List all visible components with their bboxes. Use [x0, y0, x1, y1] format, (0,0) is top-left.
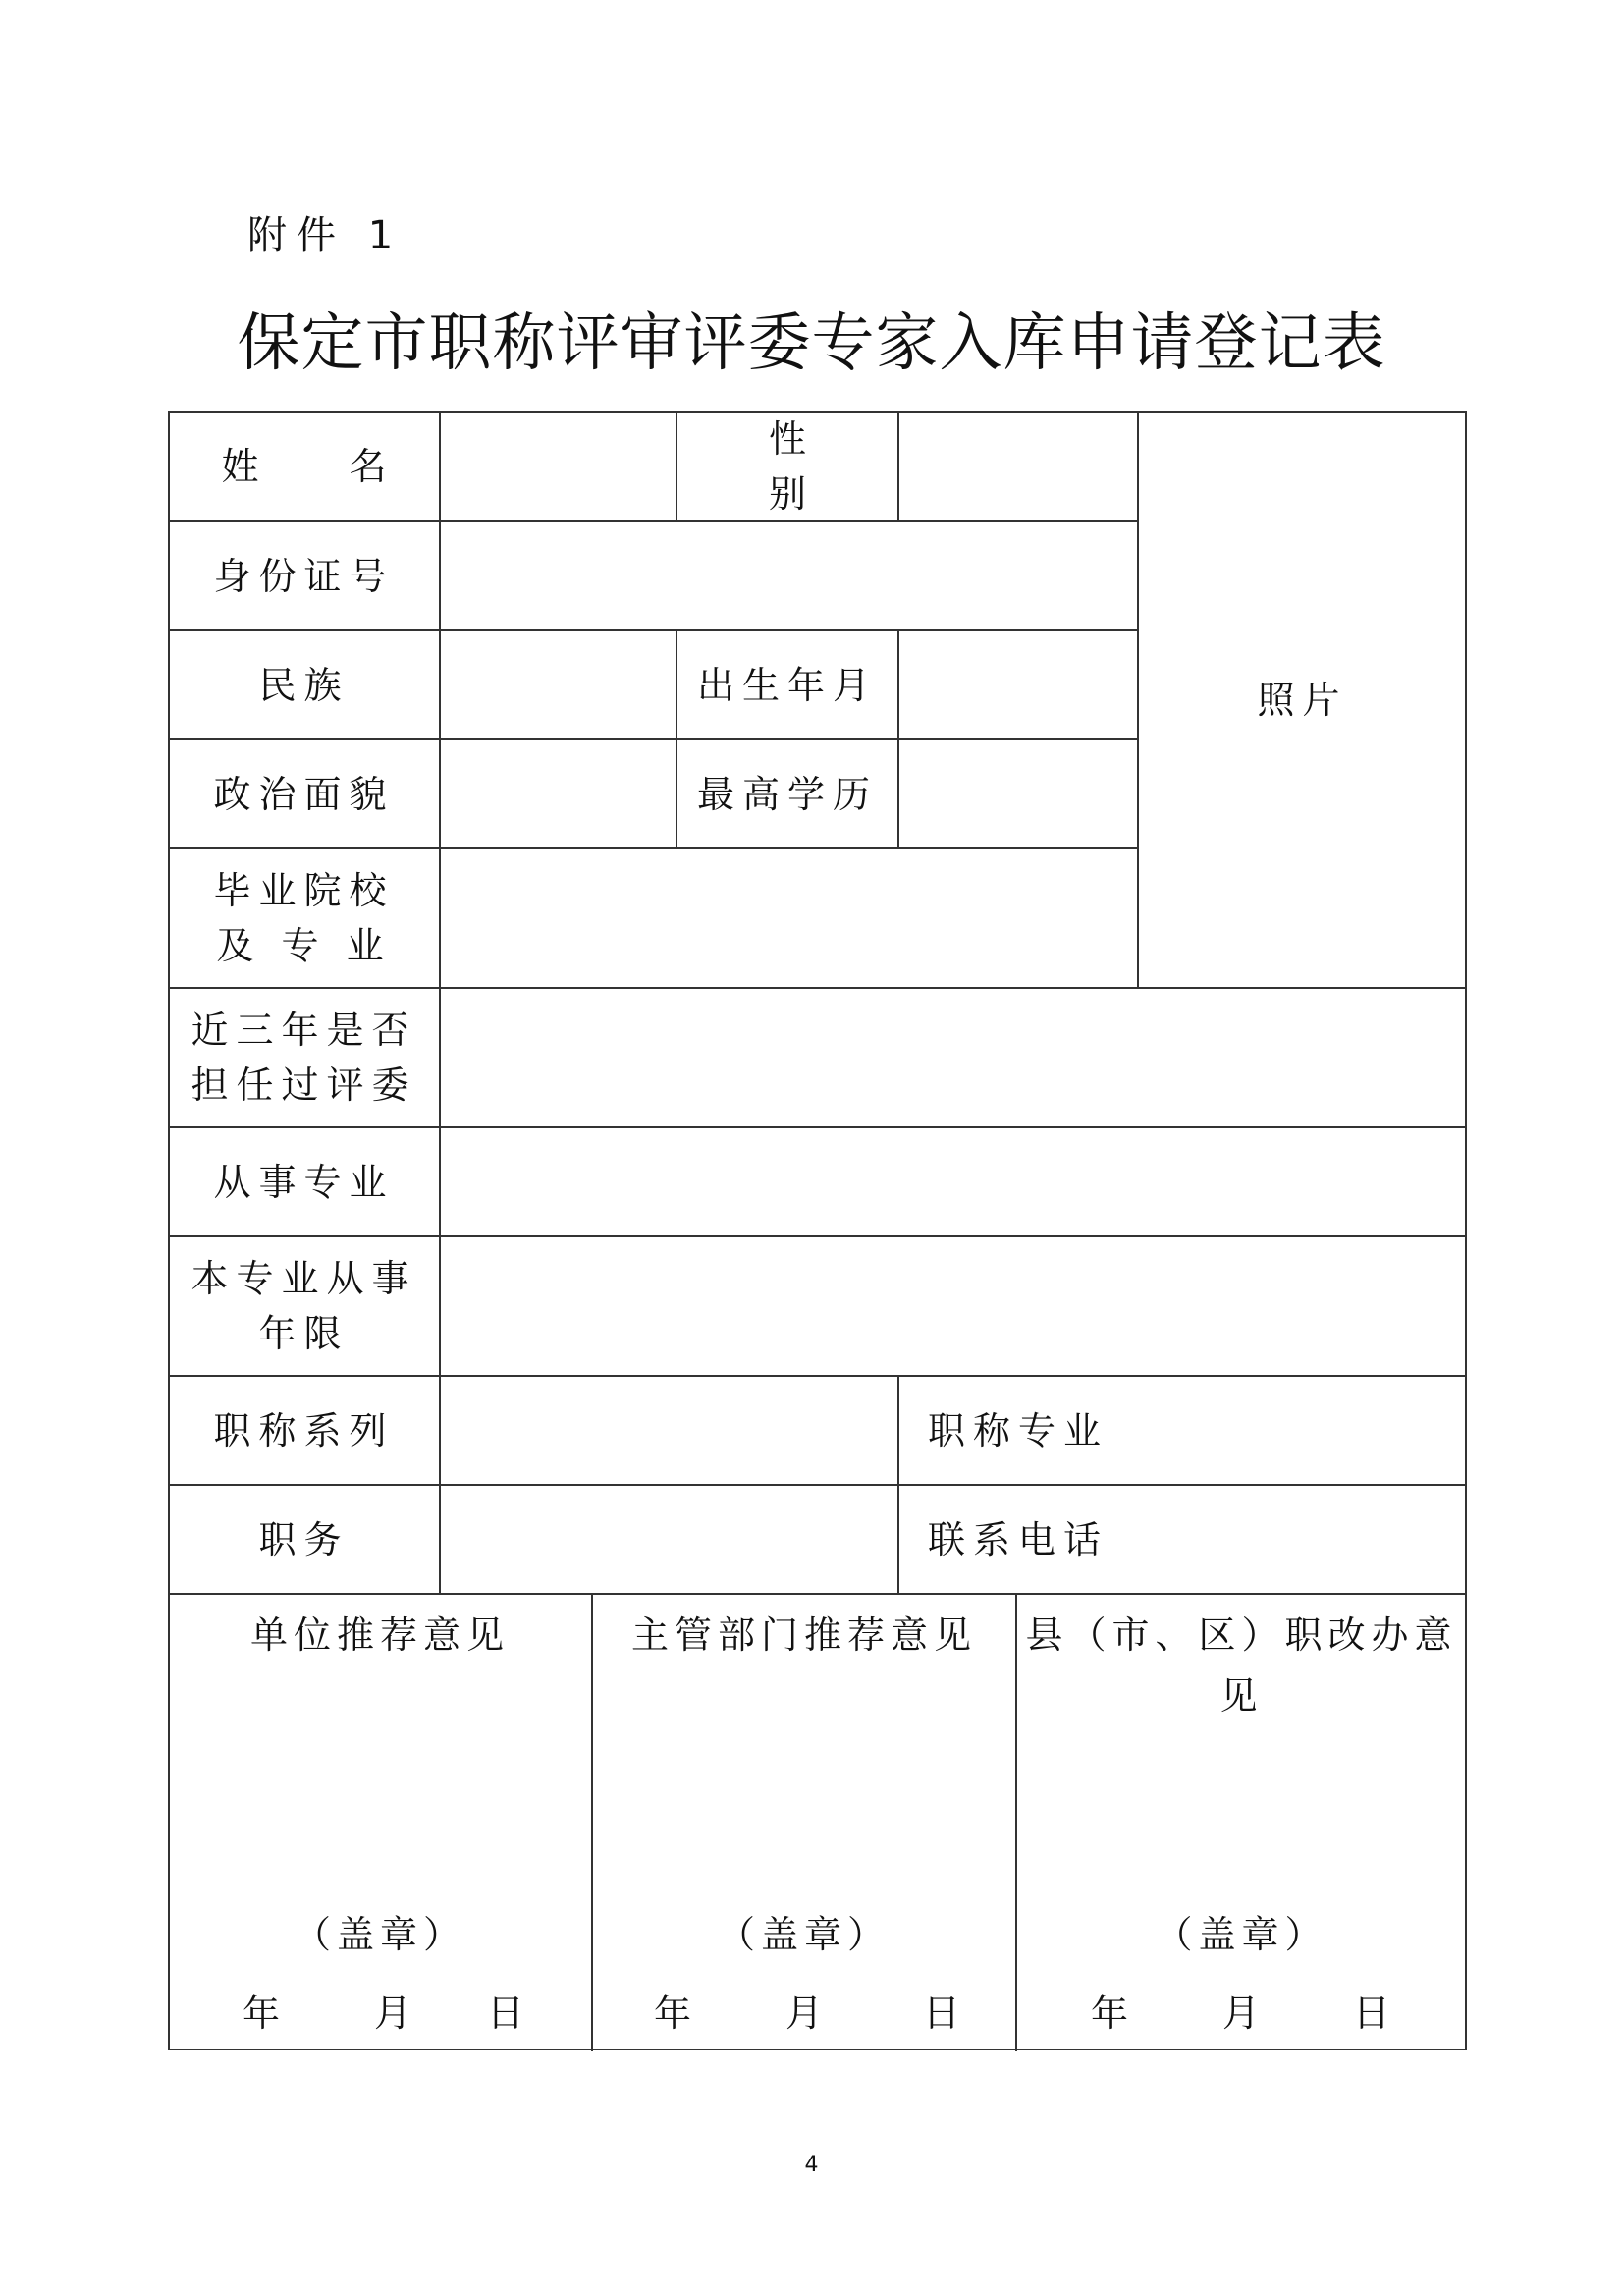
photo-box[interactable]	[1138, 411, 1467, 988]
highest-education-label: 最高学历	[696, 772, 878, 816]
unit-opinion-month: 月	[374, 1992, 412, 2035]
department-opinion-month: 月	[785, 1992, 824, 2035]
political-status-label: 政治面貌	[213, 772, 395, 816]
highest-education-field[interactable]	[898, 739, 1138, 848]
years-in-field-label-line1: 本专业从事	[190, 1257, 417, 1300]
years-in-field-label	[168, 1236, 440, 1376]
department-opinion-title: 主管部门推荐意见	[630, 1613, 977, 1657]
school-major-label-line1: 毕业院校	[213, 869, 395, 912]
position-field[interactable]	[440, 1485, 898, 1594]
position-label: 职务	[258, 1517, 350, 1561]
id-number-label: 身份证号	[213, 554, 395, 598]
department-opinion-date	[592, 1989, 1016, 2038]
ethnicity-label: 民族	[258, 663, 350, 707]
department-opinion-day: 日	[923, 1992, 961, 2035]
county-office-opinion-title-line2: 见	[1219, 1674, 1264, 1718]
title-specialty-label: 职称专业	[927, 1408, 1109, 1452]
recent-judge-field[interactable]	[440, 988, 1467, 1127]
name-label: 姓 名	[221, 445, 426, 488]
school-major-field[interactable]	[440, 848, 1138, 988]
name-field[interactable]	[440, 411, 676, 521]
specialty-field[interactable]	[440, 1127, 1467, 1236]
years-in-field-field[interactable]	[440, 1236, 1467, 1376]
page-number: 4	[804, 2153, 819, 2177]
school-major-label-line2: 及 专 业	[216, 924, 392, 967]
political-status-field[interactable]	[440, 739, 676, 848]
gender-label: 性 别	[768, 417, 845, 516]
photo-label: 照片	[1257, 678, 1348, 722]
county-office-opinion-year: 年	[1091, 1992, 1129, 2035]
gender-field[interactable]	[898, 411, 1138, 521]
unit-opinion-day: 日	[487, 1992, 525, 2035]
department-opinion-seal: （盖章）	[717, 1913, 891, 1956]
county-office-opinion-month: 月	[1222, 1992, 1261, 2035]
school-major-label	[168, 848, 440, 988]
phone-field[interactable]	[1138, 1485, 1467, 1594]
county-office-opinion-seal: （盖章）	[1155, 1913, 1328, 1956]
recent-judge-label-line1: 近三年是否	[190, 1009, 417, 1052]
title-series-field[interactable]	[440, 1376, 898, 1485]
unit-opinion-year: 年	[243, 1992, 281, 2035]
unit-opinion-date	[168, 1989, 592, 2038]
unit-opinion-title: 单位推荐意见	[249, 1613, 510, 1657]
county-office-opinion-date	[1016, 1989, 1467, 2038]
department-opinion-year: 年	[654, 1992, 692, 2035]
registration-form-table	[168, 411, 1467, 2051]
birth-date-field[interactable]	[898, 630, 1138, 739]
ethnicity-field[interactable]	[440, 630, 676, 739]
title-series-label: 职称系列	[213, 1408, 395, 1452]
title-specialty-field[interactable]	[1138, 1376, 1467, 1485]
birth-date-label: 出生年月	[696, 663, 878, 707]
recent-judge-label-line2: 担任过评委	[190, 1064, 417, 1107]
county-office-opinion-day: 日	[1353, 1992, 1391, 2035]
recent-judge-label	[168, 988, 440, 1127]
years-in-field-label-line2: 年限	[258, 1312, 350, 1355]
id-number-field[interactable]	[440, 521, 1138, 630]
unit-opinion-seal: （盖章）	[293, 1913, 466, 1956]
specialty-label: 从事专业	[213, 1160, 395, 1204]
attachment-label: 附件 1	[247, 213, 404, 258]
county-office-opinion-title-line1: 县（市、区）职改办意	[1025, 1613, 1458, 1657]
form-title: 保定市职称评审评委专家入库申请登记表	[237, 307, 1386, 380]
phone-label: 联系电话	[927, 1517, 1109, 1561]
